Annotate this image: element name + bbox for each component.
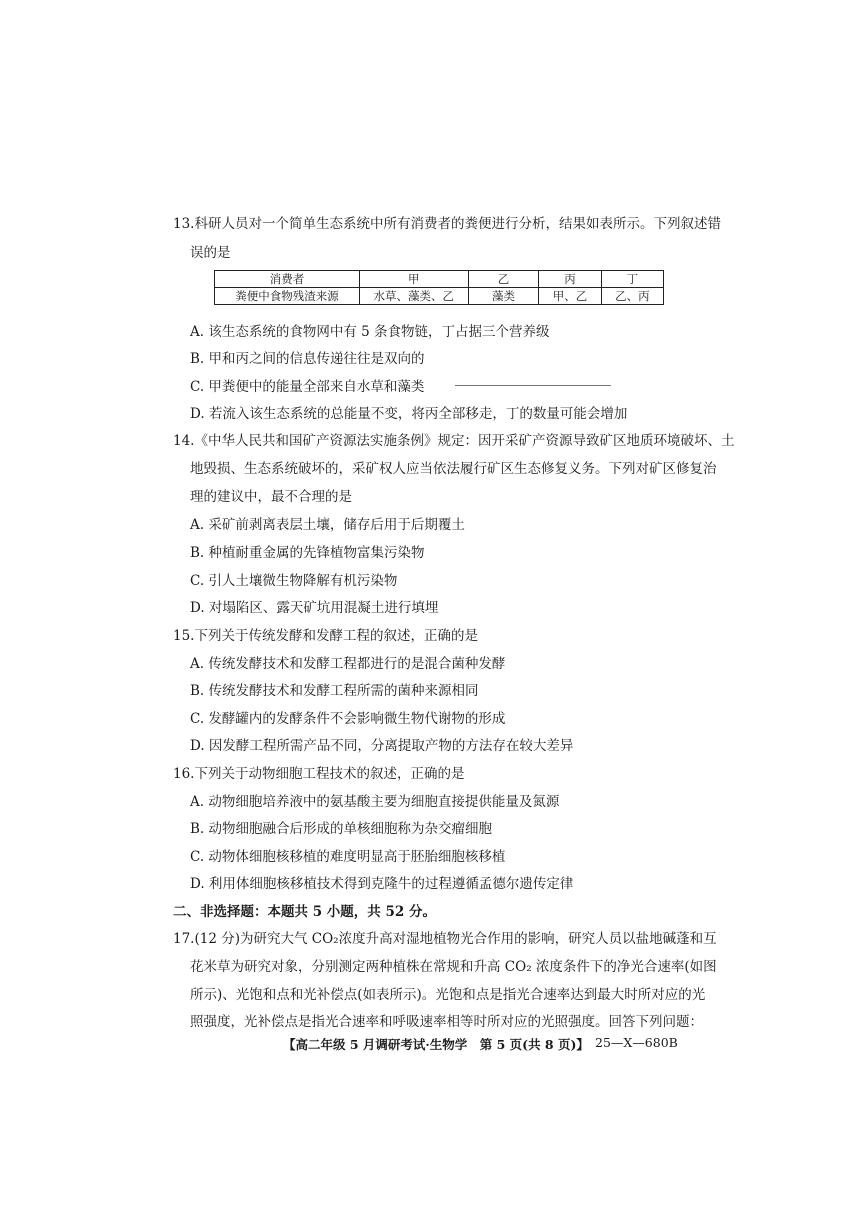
table-header-cell: 丙 [539, 271, 601, 288]
q17-stem-line1: 17.(12 分)为研究大气 CO₂浓度升高对湿地植物光合作用的影响，研究人员以盐地碱蓬和互 [173, 931, 717, 947]
q15-stem: 15.下列关于传统发酵和发酵工程的叙述，正确的是 [173, 628, 478, 644]
table-header-cell: 消费者 [215, 271, 360, 288]
table-header-cell: 乙 [468, 271, 539, 288]
q14-option-d: D. 对塌陷区、露天矿坑用混凝土进行填埋 [190, 600, 439, 616]
scan-artifact-line [455, 385, 611, 386]
table-cell: 水草、藻类、乙 [359, 288, 468, 305]
q13-stem-line2: 误的是 [190, 245, 231, 261]
q16-option-a: A. 动物细胞培养液中的氨基酸主要为细胞直接提供能量及氮源 [190, 794, 560, 810]
q15-option-c: C. 发酵罐内的发酵条件不会影响微生物代谢物的形成 [190, 711, 506, 727]
table-cell: 甲、乙 [539, 288, 601, 305]
table-header-row [215, 271, 664, 288]
q15-option-b: B. 传统发酵技术和发酵工程所需的菌种来源相同 [190, 683, 479, 699]
table-cell: 粪便中食物残渣来源 [215, 288, 360, 305]
q14-option-a: A. 采矿前剥离表层土壤，储存后用于后期覆土 [190, 517, 465, 533]
table-header-cell: 丁 [601, 271, 663, 288]
q17-stem-line3: 所示)、光饱和点和光补偿点(如表所示)。光饱和点是指光合速率达到最大时所对应的光 [190, 987, 706, 1003]
q16-option-b: B. 动物细胞融合后形成的单核细胞称为杂交瘤细胞 [190, 821, 493, 837]
q17-stem-line2: 花米草为研究对象，分别测定两种植株在常规和升高 CO₂ 浓度条件下的净光合速率(如图 [190, 959, 717, 975]
section-heading: 二、非选择题：本题共 5 小题，共 52 分。 [173, 904, 436, 920]
q14-stem-line2: 地毁损、生态系统破坏的，采矿权人应当依法履行矿区生态修复义务。下列对矿区修复治 [190, 461, 717, 477]
table-row [215, 288, 664, 305]
q14-option-c: C. 引人土壤微生物降解有机污染物 [190, 573, 398, 589]
page-footer: 【高二年级 5 月调研考试·生物学 第 5 页(共 8 页)】 [283, 1037, 589, 1052]
q15-option-a: A. 传统发酵技术和发酵工程都进行的是混合菌种发酵 [190, 656, 506, 672]
q13-stem-line1: 13.科研人员对一个简单生态系统中所有消费者的粪便进行分析，结果如表所示。下列叙述错 [173, 216, 721, 232]
q13-option-b: B. 甲和丙之间的信息传递往往是双向的 [190, 351, 425, 367]
q13-option-d: D. 若流入该生态系统的总能量不变，将丙全部移走，丁的数量可能会增加 [190, 406, 628, 422]
q16-option-c: C. 动物体细胞核移植的难度明显高于胚胎细胞核移植 [190, 849, 506, 865]
q13-option-a: A. 该生态系统的食物网中有 5 条食物链，丁占据三个营养级 [190, 324, 550, 340]
q16-stem: 16.下列关于动物细胞工程技术的叙述，正确的是 [173, 766, 465, 782]
q14-stem-line1: 14.《中华人民共和国矿产资源法实施条例》规定：因开采矿产资源导致矿区地质环境破坏、土 [173, 433, 735, 449]
q14-option-b: B. 种植耐重金属的先锋植物富集污染物 [190, 545, 425, 561]
exam-code: 25—X—680B [595, 1035, 678, 1050]
table-header-cell: 甲 [359, 271, 468, 288]
q16-option-d: D. 利用体细胞核移植技术得到克隆牛的过程遵循孟德尔遗传定律 [190, 876, 574, 892]
q13-option-c: C. 甲粪便中的能量全部来自水草和藻类 [190, 379, 425, 395]
table-cell: 藻类 [468, 288, 539, 305]
q13-table [214, 270, 664, 305]
table-cell: 乙、丙 [601, 288, 663, 305]
q17-stem-line4: 照强度，光补偿点是指光合速率和呼吸速率相等时所对应的光照强度。回答下列问题： [190, 1014, 703, 1030]
q15-option-d: D. 因发酵工程所需产品不同，分离提取产物的方法存在较大差异 [190, 738, 574, 754]
q14-stem-line3: 理的建议中，最不合理的是 [190, 489, 352, 505]
